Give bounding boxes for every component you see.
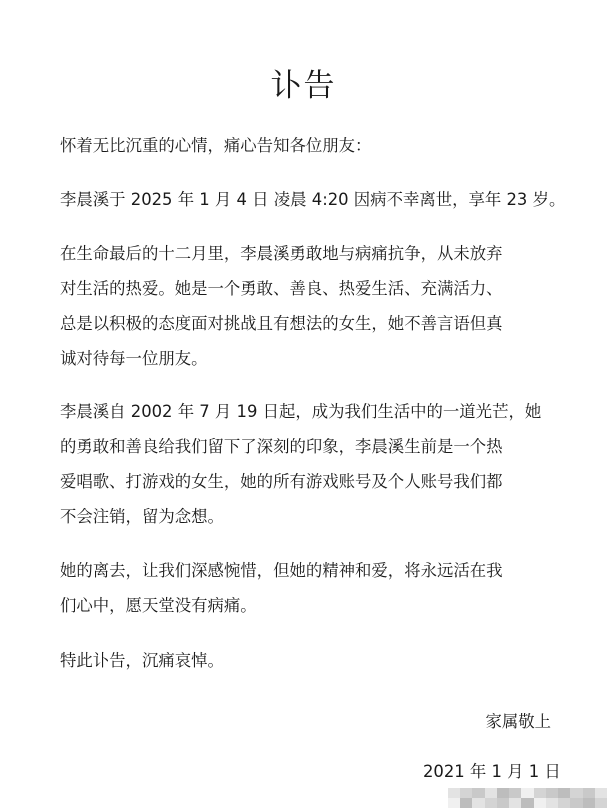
text-line: 们心中，愿天堂没有病痛。 <box>60 596 257 615</box>
death-notice-paragraph <box>60 182 580 217</box>
text-line: 不会注销，留为念想。 <box>60 507 224 526</box>
text-line: 李晨溪自 2002 年 7 月 19 日起，成为我们生活中的一道光芒，她 <box>60 402 542 421</box>
text-line: 的勇敢和善良给我们留下了深刻的印象，李晨溪生前是一个热 <box>60 437 503 456</box>
text-line: 怀着无比沉重的心情，痛心告知各位朋友： <box>60 136 372 155</box>
life-paragraph <box>60 236 580 376</box>
text-line: 对生活的热爱。她是一个勇敢、善良、热爱生活、充满活力、 <box>60 279 503 298</box>
watermark-mosaic <box>448 788 607 808</box>
text-line: 总是以积极的态度面对挑战且有想法的女生，她不善言语但真 <box>60 314 503 333</box>
text-line: 在生命最后的十二月里，李晨溪勇敢地与病痛抗争，从未放弃 <box>60 244 503 263</box>
farewell-paragraph <box>60 553 580 623</box>
text-line: 爱唱歌、打游戏的女生，她的所有游戏账号及个人账号我们都 <box>60 472 503 491</box>
text-line: 李晨溪于 2025 年 1 月 4 日 凌晨 4:20 因病不幸离世，享年 23 岁。 <box>60 190 566 209</box>
greeting-paragraph <box>60 128 580 163</box>
text-line: 诚对待每一位朋友。 <box>60 349 208 368</box>
signature: 家属敬上 <box>485 712 551 731</box>
closing-paragraph <box>60 643 580 678</box>
text-line: 特此讣告，沉痛哀悼。 <box>60 651 224 670</box>
date: 2021 年 1 月 1 日 <box>423 762 561 781</box>
page-title: 讣告 <box>270 68 337 104</box>
text-line: 她的离去，让我们深感惋惜，但她的精神和爱，将永远活在我 <box>60 561 503 580</box>
memory-paragraph <box>60 394 580 534</box>
